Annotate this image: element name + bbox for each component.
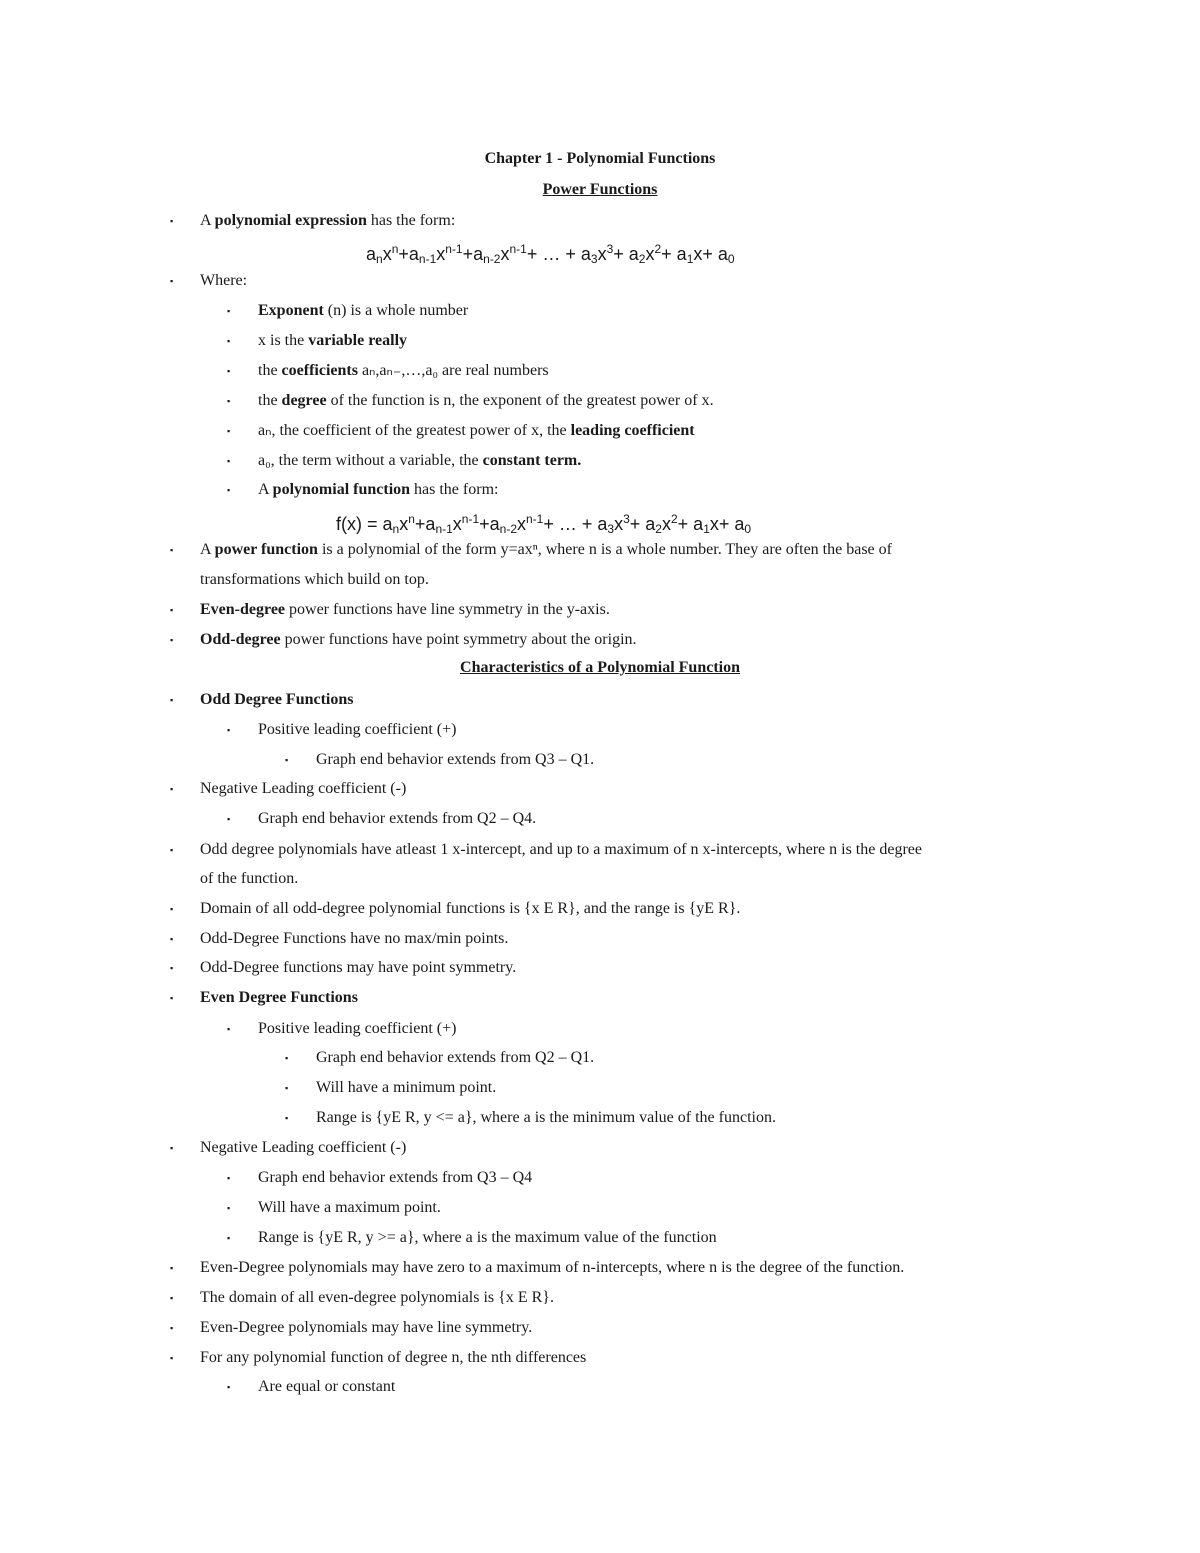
bullet: ▪	[170, 993, 174, 1003]
list-item: A polynomial expression has the form:	[200, 212, 456, 229]
bullet: ▪	[170, 605, 174, 615]
bullet: ▪	[170, 784, 174, 794]
list-item-continuation: of the function.	[200, 870, 299, 887]
list-item: Where:	[200, 272, 248, 289]
bullet: ▪	[227, 1024, 231, 1034]
bullet: ▪	[227, 725, 231, 735]
list-item: Negative Leading coefficient (-)	[200, 780, 407, 797]
list-item: Domain of all odd-degree polynomial functions is {x E R}, and the range is {yE R}.	[200, 900, 741, 917]
section-heading-power-functions: Power Functions	[542, 181, 658, 198]
bullet: ▪	[227, 336, 231, 346]
list-item: Odd-Degree functions may have point symmetry.	[200, 959, 517, 976]
list-item: Even Degree Functions	[200, 989, 358, 1006]
bullet: ▪	[285, 1113, 289, 1123]
list-item: Positive leading coefficient (+)	[258, 721, 457, 738]
list-item: Graph end behavior extends from Q2 – Q1.	[316, 1049, 595, 1066]
bullet: ▪	[170, 963, 174, 973]
list-item: Even-Degree polynomials may have line symmetry.	[200, 1319, 533, 1336]
bullet: ▪	[170, 635, 174, 645]
bullet: ▪	[227, 1382, 231, 1392]
list-item: The domain of all even-degree polynomials is {x E R}.	[200, 1289, 554, 1306]
list-item: Graph end behavior extends from Q2 – Q4.	[258, 810, 537, 827]
bullet: ▪	[227, 1233, 231, 1243]
list-item: Exponent (n) is a whole number	[258, 302, 469, 319]
bullet: ▪	[170, 1263, 174, 1273]
bullet: ▪	[227, 426, 231, 436]
list-item: Are equal or constant	[258, 1378, 396, 1395]
bullet: ▪	[170, 934, 174, 944]
list-item: For any polynomial function of degree n, the nth differences	[200, 1349, 587, 1366]
bullet: ▪	[227, 456, 231, 466]
bullet: ▪	[227, 366, 231, 376]
bullet: ▪	[170, 276, 174, 286]
list-item: x is the variable really	[258, 332, 408, 349]
list-item: Range is {yE R, y >= a}, where a is the maximum value of the function	[258, 1229, 717, 1246]
list-item: Will have a minimum point.	[316, 1079, 497, 1096]
list-item-continuation: transformations which build on top.	[200, 571, 429, 588]
bullet: ▪	[285, 1053, 289, 1063]
bullet: ▪	[170, 845, 174, 855]
list-item: Will have a maximum point.	[258, 1199, 441, 1216]
list-item: Odd Degree Functions	[200, 691, 354, 708]
list-item: A power function is a polynomial of the form y=axⁿ, where n is a whole number. They are often the base of	[200, 541, 892, 558]
bullet: ▪	[227, 396, 231, 406]
bullet: ▪	[227, 814, 231, 824]
bullet: ▪	[285, 1083, 289, 1093]
bullet: ▪	[170, 695, 174, 705]
list-item: Range is {yE R, y <= a}, where a is the minimum value of the function.	[316, 1109, 776, 1126]
bullet: ▪	[170, 216, 174, 226]
list-item: a₀, the term without a variable, the constant term.	[258, 452, 582, 469]
bullet: ▪	[170, 904, 174, 914]
polynomial-expression-formula: $a_nx^n+a_{n-1}x^{n-1}+a_{n-2}x^{n-1}+$ … + $a_3x^3+ a_2x^2+ a_1x+ a_0$	[366, 242, 735, 266]
bullet: ▪	[227, 485, 231, 495]
polynomial-function-formula: $f(x) = a_nx^n+a_{n-1}x^{n-1}+a_{n-2}x^{n-1}+$ … + $a_3x^3+ a_2x^2+ a_1x+ a_0$	[336, 512, 752, 536]
bullet: ▪	[227, 1173, 231, 1183]
list-item: the degree of the function is n, the exponent of the greatest power of x.	[258, 392, 714, 409]
page-title: Chapter 1 - Polynomial Functions	[484, 150, 716, 167]
list-item: aₙ, the coefficient of the greatest power of x, the leading coefficient	[258, 422, 695, 439]
bullet: ▪	[170, 545, 174, 555]
bullet: ▪	[170, 1353, 174, 1363]
list-item: the coefficients aₙ,aₙ₋,…,a₀ are real numbers	[258, 362, 549, 379]
list-item: Even-degree power functions have line symmetry in the y-axis.	[200, 601, 610, 618]
list-item: Odd degree polynomials have atleast 1 x-intercept, and up to a maximum of n x-intercepts, where n is the degree	[200, 841, 922, 858]
section-heading-characteristics: Characteristics of a Polynomial Function	[460, 659, 740, 676]
bullet: ▪	[170, 1323, 174, 1333]
list-item: A polynomial function has the form:	[258, 481, 499, 498]
list-item: Positive leading coefficient (+)	[258, 1020, 457, 1037]
list-item: Odd-Degree Functions have no max/min points.	[200, 930, 509, 947]
bullet: ▪	[170, 1143, 174, 1153]
list-item: Odd-degree power functions have point symmetry about the origin.	[200, 631, 637, 648]
list-item: Graph end behavior extends from Q3 – Q1.	[316, 751, 595, 768]
list-item: Graph end behavior extends from Q3 – Q4	[258, 1169, 533, 1186]
list-item: Negative Leading coefficient (-)	[200, 1139, 407, 1156]
list-item: Even-Degree polynomials may have zero to a maximum of n-intercepts, where n is the degree of the function.	[200, 1259, 905, 1276]
bullet: ▪	[285, 755, 289, 765]
bullet: ▪	[227, 306, 231, 316]
bullet: ▪	[227, 1203, 231, 1213]
bullet: ▪	[170, 1293, 174, 1303]
